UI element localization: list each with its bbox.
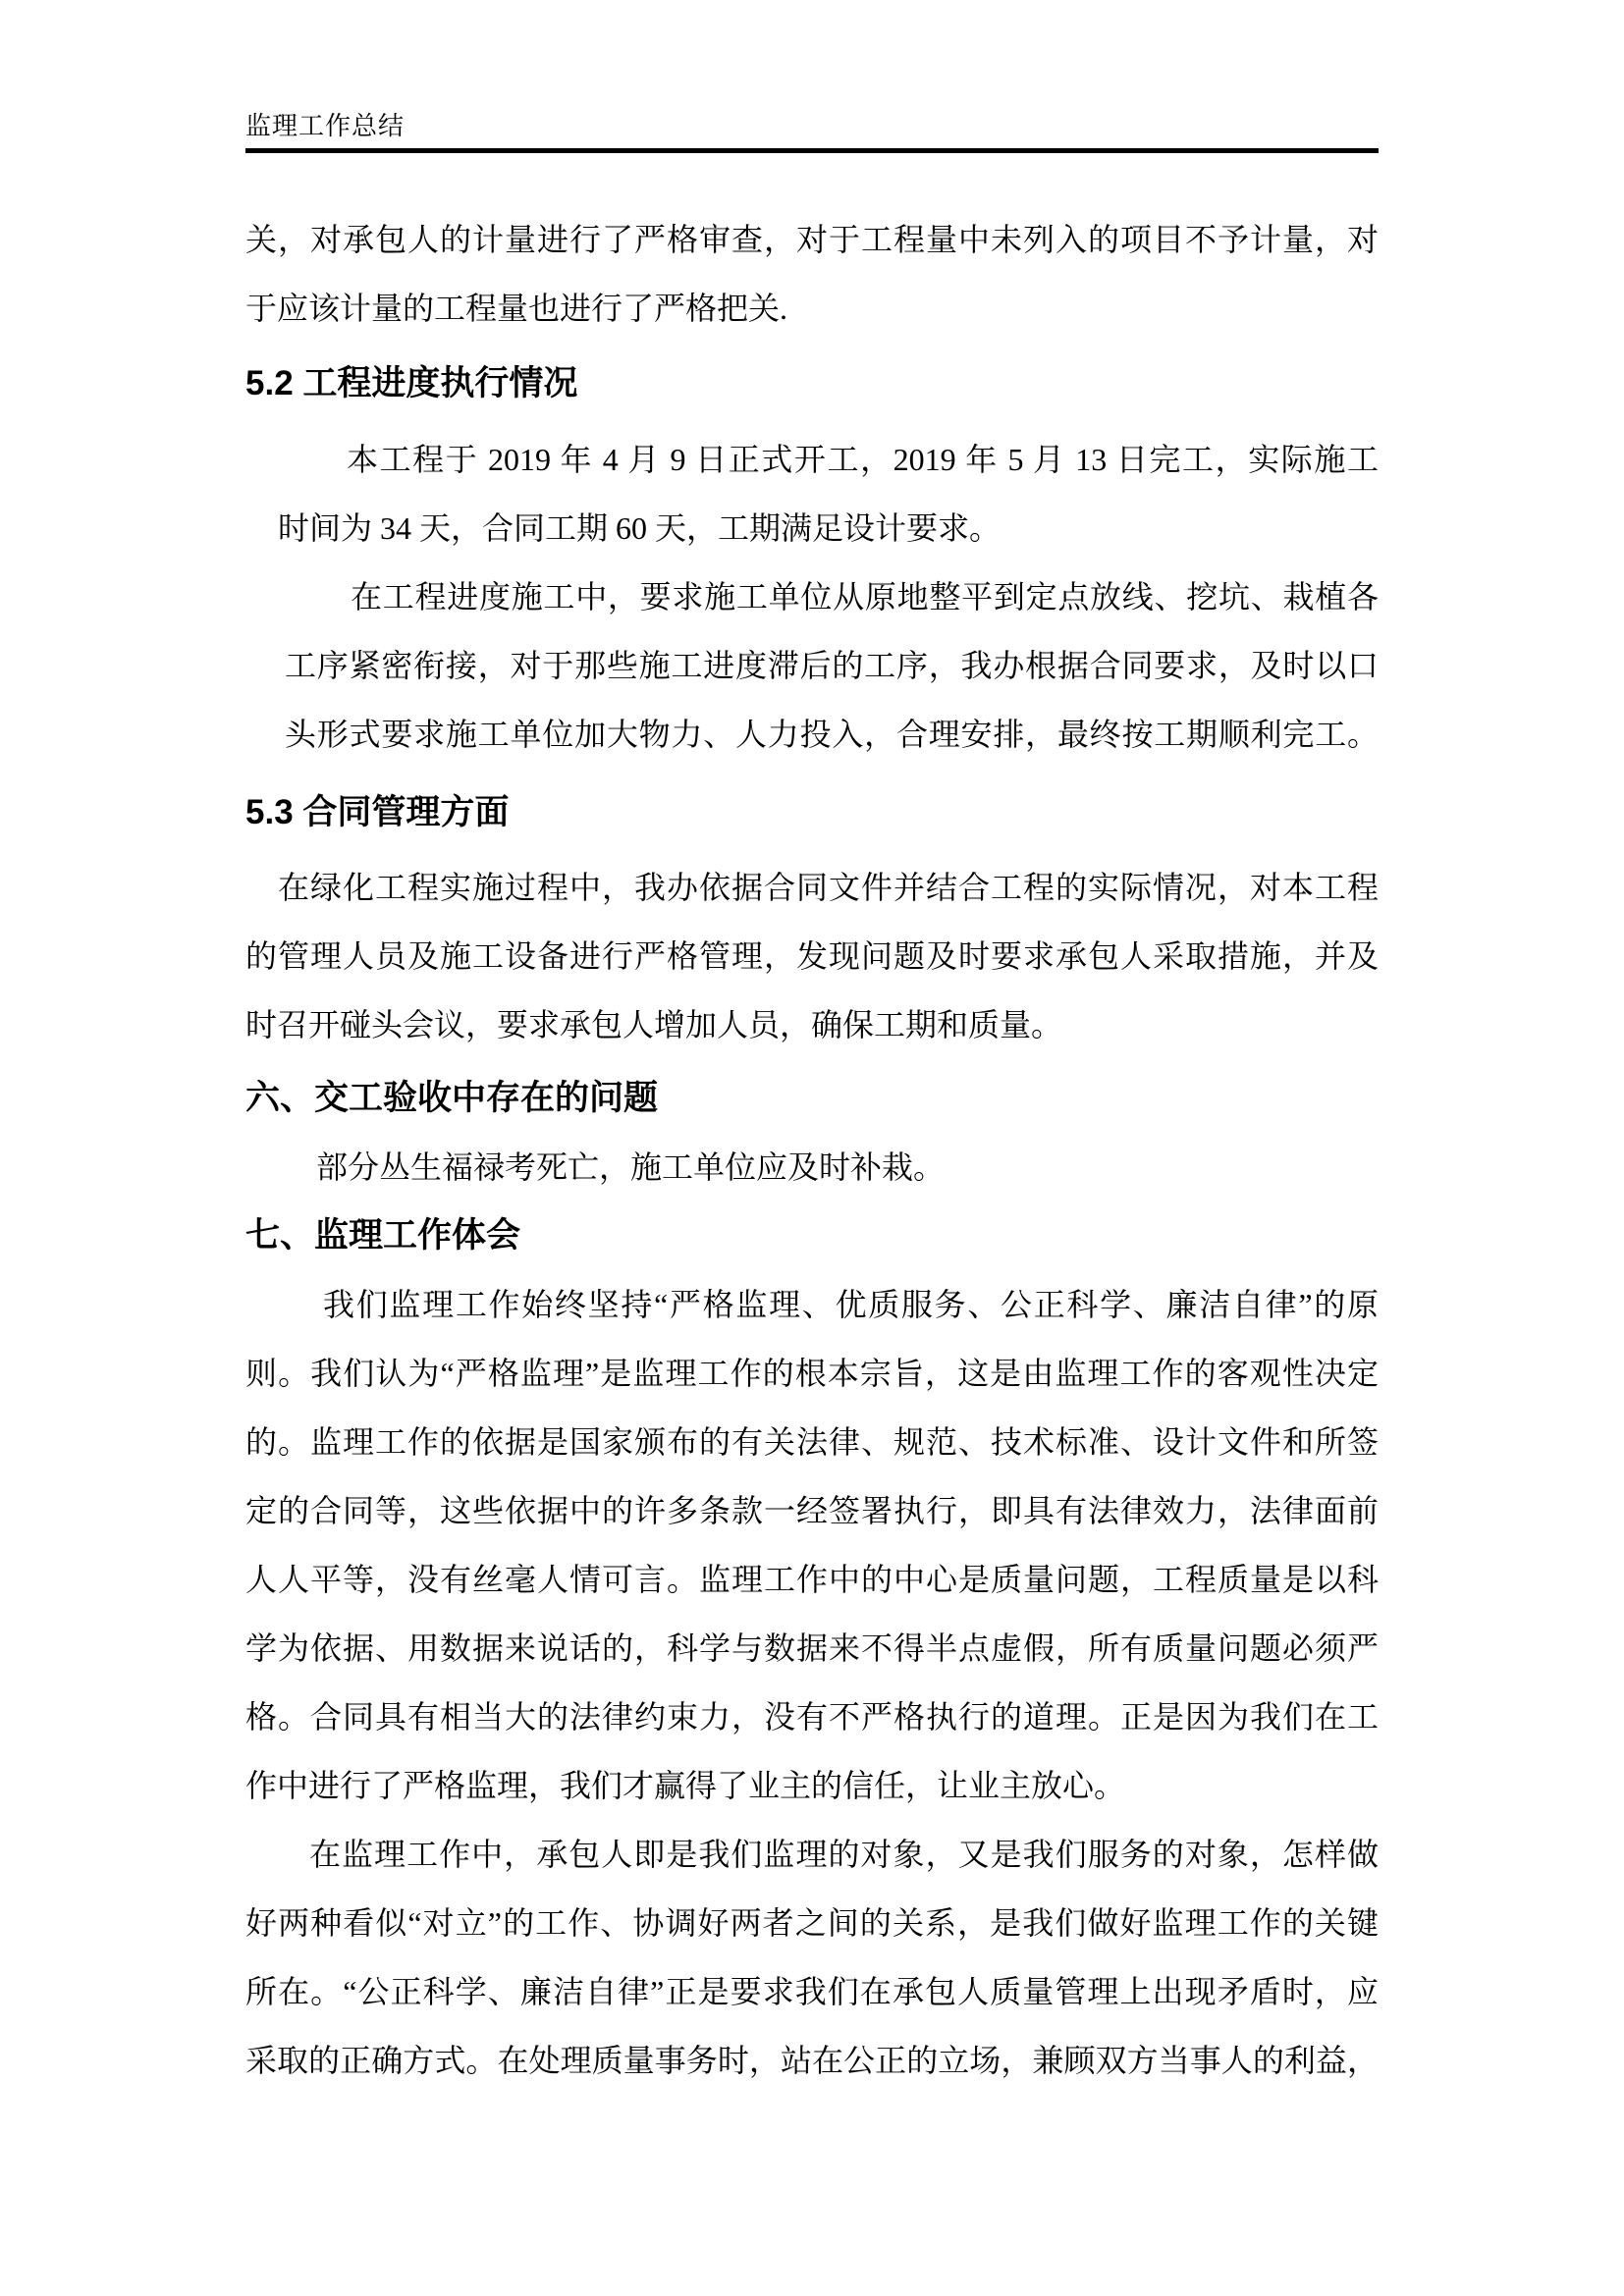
para-supervision-principles	[245, 1270, 1379, 1820]
text-line: 头形式要求施工单位加大物力、人力投入，合理安排，最终按工期顺利完工。	[285, 717, 1379, 752]
heading-6-handover-issues: 六、交工验收中存在的问题	[245, 1079, 659, 1117]
para-handover-issue	[245, 1133, 1379, 1201]
text-line: 于应该计量的工程量也进行了严格把关.	[245, 291, 788, 326]
heading-5-3-contract: 5.3 合同管理方面	[245, 793, 510, 831]
text-line: 时间为 34 天，合同工期 60 天，工期满足设计要求。	[278, 510, 1001, 546]
header-rule	[245, 148, 1379, 153]
para-contract-management	[245, 853, 1379, 1059]
text-line: 时召开碰头会议，要求承包人增加人员，确保工期和质量。	[245, 1007, 1063, 1042]
para-progress-overview	[245, 425, 1379, 562]
heading-7-experience: 七、监理工作体会	[245, 1216, 521, 1255]
document-body	[245, 205, 1379, 2095]
text-line: 人人平等，没有丝毫人情可言。监理工作中的中心是质量问题，工程质量是以科	[245, 1562, 1379, 1597]
text-line: 在工程进度施工中，要求施工单位从原地整平到定点放线、挖坑、栽植各	[351, 579, 1379, 614]
text-line: 的管理人员及施工设备进行严格管理，发现问题及时要求承包人采取措施，并及	[245, 938, 1379, 974]
para-measurement-review	[245, 205, 1379, 343]
text-line: 作中进行了严格监理，我们才赢得了业主的信任，让业主放心。	[245, 1768, 1126, 1803]
text-line: 采取的正确方式。在处理质量事务时，站在公正的立场，兼顾双方当事人的利益，	[245, 2043, 1379, 2078]
para-progress-management	[245, 562, 1379, 769]
text-line: 好两种看似“对立”的工作、协调好两者之间的关系，是我们做好监理工作的关键	[245, 1905, 1379, 1941]
text-line: 部分丛生福禄考死亡，施工单位应及时补栽。	[316, 1149, 946, 1185]
para-contractor-relationship	[245, 1820, 1379, 2095]
page-header-title: 监理工作总结	[245, 112, 406, 140]
text-line: 本工程于 2019 年 4 月 9 日正式开工，2019 年 5 月 13 日完工，实际施工	[347, 442, 1379, 477]
text-line: 在绿化工程实施过程中，我办依据合同文件并结合工程的实际情况，对本工程	[278, 870, 1379, 905]
text-line: 定的合同等，这些依据中的许多条款一经签署执行，即具有法律效力，法律面前	[245, 1493, 1379, 1528]
heading-5-2-progress: 5.2 工程进度执行情况	[245, 364, 578, 402]
text-line: 工序紧密衔接，对于那些施工进度滞后的工序，我办根据合同要求，及时以口	[285, 648, 1379, 683]
text-line: 在监理工作中，承包人即是我们监理的对象，又是我们服务的对象，怎样做	[309, 1837, 1379, 1872]
text-line: 所在。“公正科学、廉洁自律”正是要求我们在承包人质量管理上出现矛盾时，应	[245, 1974, 1379, 2009]
text-line: 关，对承包人的计量进行了严格审查，对于工程量中未列入的项目不予计量，对	[245, 222, 1379, 257]
text-line: 学为依据、用数据来说话的，科学与数据来不得半点虚假，所有质量问题必须严	[245, 1630, 1379, 1666]
text-line: 我们监理工作始终坚持“严格监理、优质服务、公正科学、廉洁自律”的原	[323, 1287, 1379, 1322]
text-line: 的。监理工作的依据是国家颁布的有关法律、规范、技术标准、设计文件和所签	[245, 1424, 1379, 1460]
text-line: 格。合同具有相当大的法律约束力，没有不严格执行的道理。正是因为我们在工	[245, 1699, 1379, 1735]
text-line: 则。我们认为“严格监理”是监理工作的根本宗旨，这是由监理工作的客观性决定	[245, 1356, 1379, 1391]
